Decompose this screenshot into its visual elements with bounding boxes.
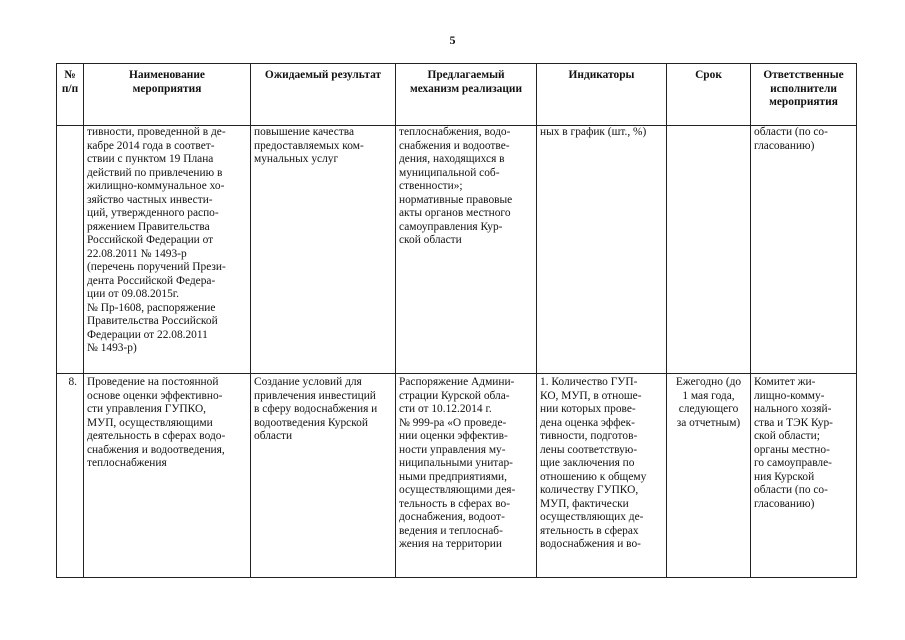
table-row: [57, 126, 857, 374]
page-number: 5: [449, 33, 456, 47]
row-result: повышение качества предоставляемых ком- мунальных услуг: [251, 126, 396, 374]
header-responsible: Ответственные исполнители мероприятия: [751, 64, 857, 126]
row-number: 8.: [57, 374, 84, 578]
row-name: Проведение на постоянной основе оценки эффективно- сти управления ГУПКО, МУП, осуществляющими деятельность в сферах водо- снабжения и водоотведения, теплоснабжения: [84, 374, 251, 578]
row-responsible: области (по со- гласованию): [751, 126, 857, 374]
header-result: Ожидаемый результат: [251, 64, 396, 126]
row-indicators: 1. Количество ГУП- КО, МУП, в отноше- нии которых прове- дена оценка эффек- тивности, подготов- лены соответствую- щие заключения по отношению к общему количеству ГУПКО, МУП, фактически осуществляющих де- ятельность в сферах водоснабжения и во-: [537, 374, 667, 578]
row-responsible: Комитет жи- лищно-комму- нального хозяй- ства и ТЭК Кур- ской области; органы местно- го самоуправле- ния Курской области (по со- гласованию): [751, 374, 857, 578]
row-indicators: ных в график (шт., %): [537, 126, 667, 374]
row-mechanism: теплоснабжения, водо- снабжения и водоотве- дения, находящихся в муниципальной соб- ственности»; нормативные правовые акты органов местного самоуправления Кур- ской области: [396, 126, 537, 374]
row-term: [667, 126, 751, 374]
header-mechanism: Предлагаемый механизм реализации: [396, 64, 537, 126]
measures-table: [56, 63, 857, 578]
row-result: Создание условий для привлечения инвестиций в сферу водоснабжения и водоотведения Курской области: [251, 374, 396, 578]
row-number: [57, 126, 84, 374]
row-term: Ежегодно (до 1 мая года, следующего за отчетным): [667, 374, 751, 578]
header-indicators: Индикаторы: [537, 64, 667, 126]
table-row: [57, 374, 857, 578]
table-header-row: [57, 64, 857, 126]
header-number: № п/п: [57, 64, 84, 126]
header-name: Наименование мероприятия: [84, 64, 251, 126]
header-term: Срок: [667, 64, 751, 126]
row-name: тивности, проведенной в де- кабре 2014 года в соответ- ствии с пунктом 19 Плана действий по привлечению в жилищно-коммунальное хо- зяйство частных инвести- ций, утвержденного распо- ряжением Правительства Российской Федерации от 22.08.2011 № 1493-р (перечень поручений Прези- дента Российской Федера- ции от 09.08.2015г. № Пр-1608, распоряжение Правительства Российской Федерации от 22.08.2011 № 1493-р): [84, 126, 251, 374]
row-mechanism: Распоряжение Админи- страции Курской обла- сти от 10.12.2014 г. № 999-ра «О проведе- нии оценки эффектив- ности управления му- ниципальными унитар- ными предприятиями, осуществляющими дея- тельность в сферах во- доснабжения, водоот- ведения и теплоснаб- жения на территории: [396, 374, 537, 578]
